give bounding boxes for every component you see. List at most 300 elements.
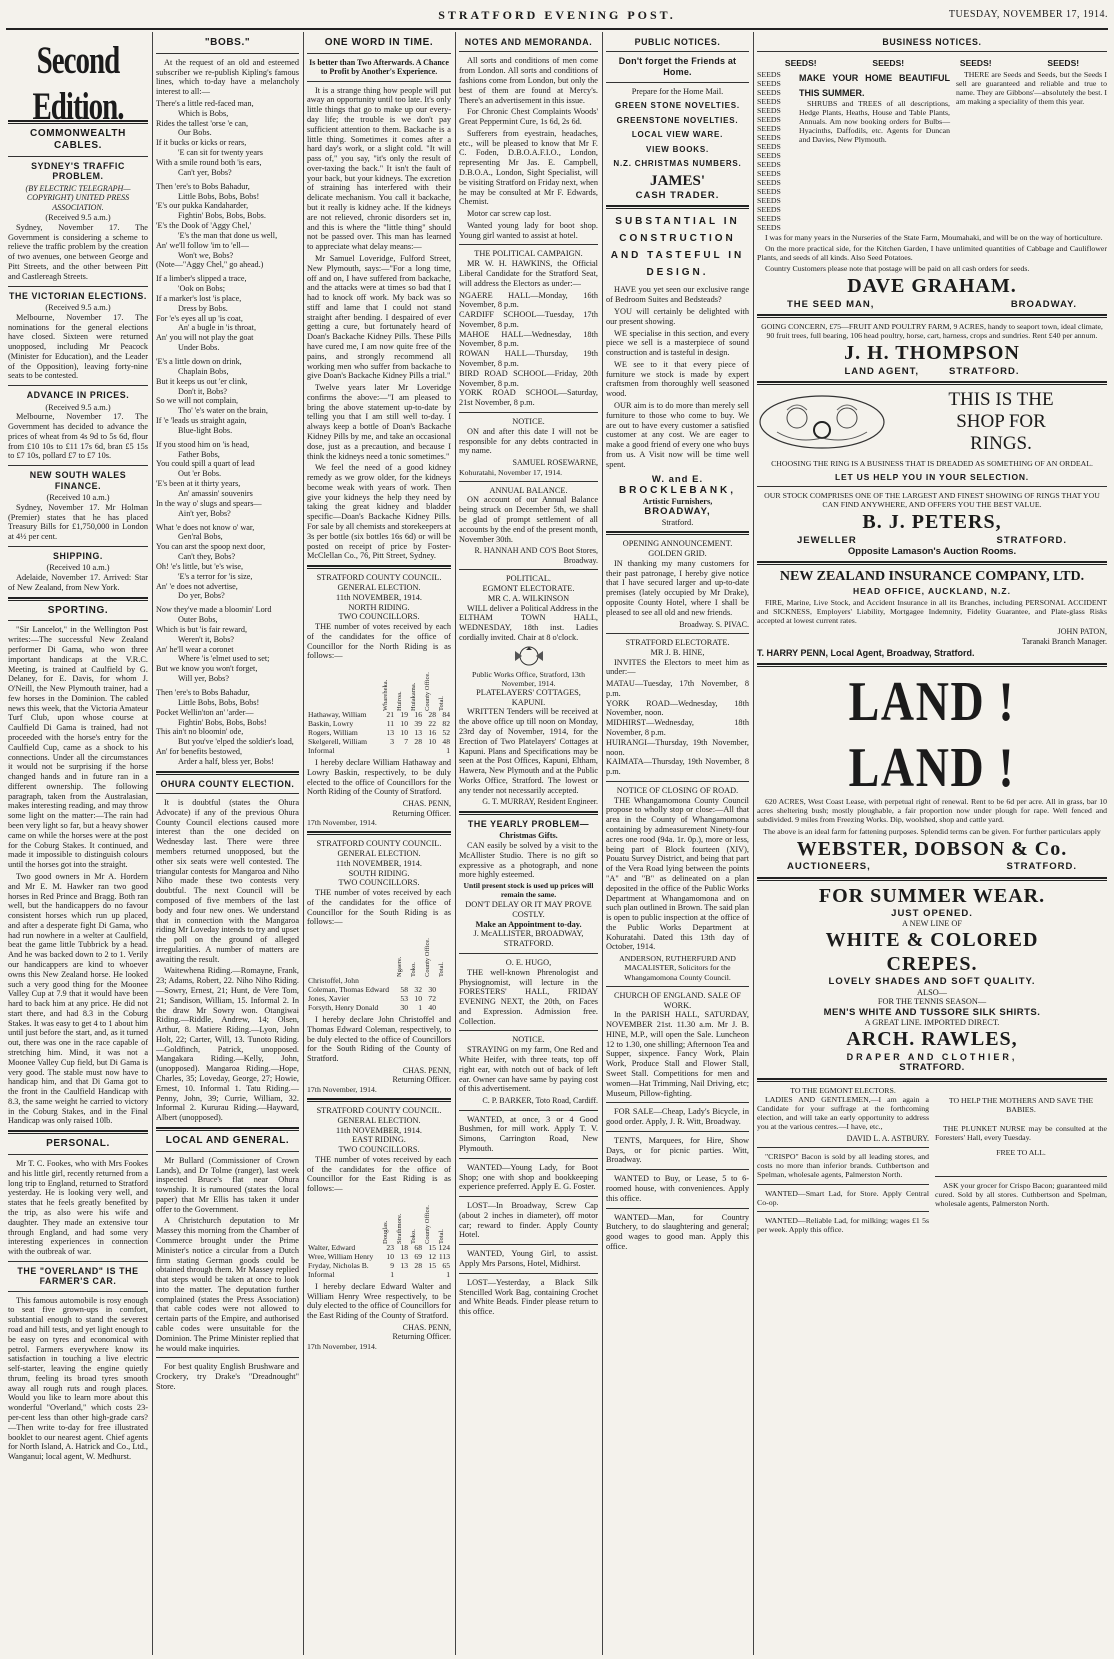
- ad-body: Make an Appointment to-day.: [475, 919, 582, 929]
- advertiser-address: HEAD OFFICE, AUCKLAND, N.Z.: [853, 585, 1011, 596]
- vote-count: 69: [414, 1251, 422, 1261]
- divider: [606, 82, 749, 83]
- election-declaration: I hereby declare Edward Walter and William Henry Wree respectively, to be duly elected to the office of Councillors for the East Riding of the County of Stratford.: [307, 1281, 451, 1321]
- article-heading: OHURA COUNTY ELECTION.: [160, 778, 295, 789]
- divider: [8, 1154, 148, 1155]
- article-body: For best quality English Brushware and Crockery, try Drake's "Dreadnought" Store.: [156, 1362, 299, 1391]
- vote-count: [437, 977, 451, 986]
- ad-subheading: LET US HELP YOU IN YOUR SELECTION.: [835, 471, 1029, 482]
- vote-count: 18: [400, 1243, 408, 1252]
- election-title: GENERAL ELECTION.: [337, 582, 421, 592]
- poem-line: This ain't no bloomin' ode,: [156, 727, 244, 737]
- classified-ad: WANTED to Buy, or Lease, 5 to 6-roomed house, with conveniences. Apply this office.: [606, 1174, 749, 1203]
- returning-officer: CHAS. PENN,: [402, 1322, 451, 1332]
- vote-count: 65: [442, 1260, 450, 1270]
- divider: [307, 565, 451, 569]
- meeting-item: YORK ROAD SCHOOL—Saturday, 21st November, 8 p.m.: [459, 388, 598, 408]
- seed-word: SEEDS: [757, 97, 781, 107]
- crest-icon: [459, 645, 598, 670]
- divider: [606, 1169, 749, 1170]
- column-label: Toko.: [410, 1229, 417, 1244]
- poem-line: 'E's our pukka Kandaharder,: [156, 201, 249, 211]
- vote-count: 124: [438, 1243, 450, 1252]
- poem-line: Then 'ere's to Bobs Bahadur,: [156, 688, 250, 698]
- election-declaration: I hereby declare John Christoffel and Thomas Edward Coleman, respectively, to be duly elected to the office of Councillors for the South Riding of the County of Stratford.: [307, 1015, 451, 1064]
- poem-line: 'E's a little down on drink,: [156, 357, 242, 367]
- vote-count: [409, 747, 423, 756]
- ad-headline: RINGS.: [970, 432, 1032, 454]
- vote-count: 40: [428, 1003, 436, 1013]
- ad-heading: THE POLITICAL CAMPAIGN.: [474, 249, 583, 259]
- poem-line: Will yer, Bobs?: [178, 674, 229, 684]
- advertiser-address: BROADWAY.: [1010, 298, 1077, 310]
- ad-body: The above is an ideal farm for fattening purposes. Splendid terms can be given. For further particulars apply: [763, 826, 1101, 836]
- vote-count: [409, 1271, 423, 1280]
- seed-word: SEEDS: [757, 124, 781, 134]
- article-heading: NEW SOUTH WALES FINANCE.: [29, 470, 127, 491]
- section-heading: PERSONAL.: [46, 1138, 110, 1150]
- ad-signature: R. HANNAH AND CO'S Boot Stores, Broadway.: [474, 546, 598, 565]
- divider: [757, 1184, 929, 1185]
- advertiser-tagline: Artistic Furnishers,: [642, 496, 713, 506]
- seed-word: SEEDS: [757, 168, 781, 178]
- poem-line: Where 'is 'elmet used to set;: [178, 654, 270, 664]
- returning-officer-role: Returning Officer.: [392, 1332, 451, 1342]
- results-header-cell: [395, 929, 409, 977]
- divider: [757, 877, 1107, 881]
- divider: [459, 953, 598, 954]
- election-results: [307, 565, 451, 1351]
- poem-line: Outer Bobs,: [178, 615, 218, 625]
- ad-body: THERE are Seeds and Seeds, but the Seeds I sell are guaranteed and reliable and true to name. They are Gibbons'—absolutely the best. I am making a speciality of them this year.: [956, 70, 1107, 107]
- rings-ad: [757, 389, 1107, 455]
- received-time: (Received 9.5 a.m.): [45, 302, 111, 312]
- poem-line: Then 'ere's to Bobs Bahadur,: [156, 181, 250, 191]
- results-row: [307, 1004, 451, 1013]
- meeting-item: MAHOE HALL—Wednesday, 18th November, 8 p.m.: [459, 329, 598, 349]
- divider: [606, 531, 749, 535]
- poem-line: 'E can sit for twenty years: [178, 148, 263, 158]
- seed-word: SEEDS: [757, 186, 781, 196]
- divider: [606, 205, 749, 209]
- divider: [757, 51, 1107, 52]
- vote-count: 30: [428, 985, 436, 995]
- results-table: [307, 663, 451, 756]
- ad-item: VIEW BOOKS.: [645, 144, 710, 154]
- ad-headline: FOR SUMMER WEAR.: [818, 884, 1046, 907]
- election-notice: THE number of votes received by each of the candidates for the office of Councillor for the East Riding is as follows:—: [307, 1154, 451, 1194]
- candidate-name: Informal: [308, 746, 335, 756]
- divider: [459, 51, 598, 52]
- newspaper-title: STRATFORD EVENING POST.: [438, 8, 676, 22]
- election-riding: NORTH RIDING.: [348, 602, 410, 612]
- poem-verse: [156, 99, 299, 767]
- seed-word: SEEDS: [757, 133, 781, 143]
- meeting-item: MATAU—Tuesday, 17th November, 8 p.m.: [606, 679, 749, 698]
- results-header-cell: [381, 663, 395, 711]
- ad-body: INVITES the Electors to meet him as under:—: [606, 657, 749, 677]
- divider: [307, 831, 451, 835]
- meeting-item: KAIMATA—Thursday, 19th November, 8 p.m.: [606, 757, 749, 777]
- ad-headline: Don't forget the Friends at Home.: [618, 56, 737, 77]
- ad-body: Public Works Office, Stratford, 13th November, 1914.: [472, 669, 585, 688]
- ad-heading: NOTICE.: [512, 416, 545, 426]
- ad-heading: NOTICE.: [512, 1035, 545, 1045]
- poem-line: Father Bobs,: [178, 449, 220, 459]
- results-header-cell: [437, 929, 451, 977]
- divider: [307, 81, 451, 82]
- poem-line: With a smile round both 'is ears,: [156, 157, 262, 167]
- divider: [606, 633, 749, 634]
- classified-ad: FOR SALE—Cheap, Lady's Bicycle, in good order. Apply, J. R. Witt, Broadway.: [606, 1107, 749, 1127]
- ad-subheading: EGMONT ELECTORATE.: [482, 584, 575, 594]
- vote-count: 1: [390, 1269, 394, 1279]
- poem-line: So we will not complain,: [156, 396, 239, 406]
- poem-line: Fightin' Bobs, Bobs, Bobs!: [178, 717, 267, 727]
- article-body: "Sir Lancelot," in the Wellington Post writes:—The successful New Zealand performer Di Gama, who won three important handicaps at the V.R.C. Meeting, is trained at Caulfield by G. Delaney, for E. Davis, for whom J. O'Neill, the New Plymouth trainer, had a few horses in the Dominion. The cabled news this week, that the Victoria Amateur Turf Club, upon whose course at Caulfield Di Gama is trained, had not proceeded with the horse's entry for the Caulfield Cup, came as a shock to his connections. Under all the circumstances it would not be surprising if the horse changed hands and in future ran in a different ownership. The following paragraph, taken from the Australasian, makes interesting reading, and may throw some light on the matter:—The rain had been very light so far, but a heavy shower came on while the horses were at the post for the Coburg Stakes. It continued, and made it impossible to distinguish colours until the horses got into the straight.: [8, 625, 148, 870]
- election-title: GENERAL ELECTION.: [337, 1115, 421, 1125]
- vote-count: 82: [442, 719, 450, 729]
- seed-word: SEEDS: [757, 70, 781, 80]
- poem-line: An' 'e does not advertise,: [156, 581, 238, 591]
- ad-item: GREENSTONE NOVELTIES.: [616, 115, 739, 125]
- advertiser-town: STRATFORD.: [1006, 861, 1077, 873]
- section-heading: SPORTING.: [47, 604, 109, 616]
- ad-headline: WHITE & COLORED: [825, 929, 1039, 952]
- results-header: [307, 1196, 451, 1244]
- ad-body: DON'T DELAY OR IT MAY PROVE COSTLY.: [465, 900, 592, 919]
- column-4: [459, 34, 598, 1655]
- election-sign-date: 17th November, 1914.: [307, 817, 377, 827]
- vote-count: 72: [428, 994, 436, 1004]
- note-body: Motor car screw cap lost.: [467, 209, 552, 219]
- ad-body: GOING CONCERN, £75—FRUIT AND POULTRY FARM, 9 ACRES, handy to seaport town, ideal climate, 90 fruit trees, full bearing, 106 head poultry, horse, cart, harness, crops and sundries. Rent £40 per annum.: [761, 322, 1103, 341]
- divider: [459, 412, 598, 413]
- advertiser-town: STRATFORD.: [996, 534, 1067, 546]
- election-date: 11th NOVEMBER, 1914.: [336, 1125, 422, 1135]
- article-body: Two good owners in Mr A. Hordern and Mr E. M. Hawker ran two good horses in Red Prince and Bragg. Both ran well, but the handicappers do no favour consistent horses which run up placed, and after a desperate fight Di Gama, who had run nowhere in a welter at Caulfield, beat the game little Tubbrick by a head. And he was backed down to 2 to 1. Verily our handicappers are kind to whoever owns this New Zealand horse. He looked such a very good thing for the Moonee Valley Cup at 7.9 that it would have been hard to back him at any price. He did not start there, and had 8.3 in the Coburg Stakes. It was easy to get 4 to 1 about him until just before the start, and, as it turned out, there was one in the race capable of stretching him. Mind, it was not a Moonee Valley Cup field, but Di Gama is very good. The stable must now have to handicap him, and that Di Gama got to the front in the Caulfield Handicap with 8.3, the same weight he carried to victory in the Coburg Stakes, and in the Final Handicap was only raised 10lb.: [8, 871, 148, 1126]
- column-1: [8, 34, 148, 1655]
- poem-line: Little Bobs, Bobs, Bobs!: [178, 697, 260, 707]
- vote-count: 1: [446, 1269, 450, 1279]
- candidate-name: Jones, Xavier: [308, 994, 350, 1004]
- ad-body: YOU will certainly be delighted with our present showing.: [606, 307, 749, 326]
- divider: [459, 569, 598, 570]
- column-rule: [455, 32, 456, 1655]
- candidate-name: Hathaway, William: [308, 710, 367, 720]
- ad-signature: T. HARRY PENN, Local Agent, Broadway, Stratford.: [757, 648, 975, 659]
- advertiser-name: WEBSTER, DOBSON & Co.: [796, 837, 1068, 860]
- vote-count: 3: [390, 737, 394, 747]
- advertiser-town: STRATFORD.: [899, 1062, 965, 1074]
- article-body: We feel the need of a good kidney remedy as we grow older, for the kidneys become weak with years of work. Then give your kidneys the help they need by taking the great kidney and bladder specific—Doan's Backache Kidney Pills. For sale by all chemists and storekeepers at 3s per bottle (six bottles 16s 6d) or will be posted on receipt of price by Foster-McClellan Co., 76, Pitt Street, Sydney.: [307, 463, 451, 561]
- ad-item: LOCAL VIEW WARE.: [631, 130, 724, 140]
- results-header-cell: [307, 929, 395, 977]
- vote-count: [395, 747, 409, 756]
- vote-count: 10: [428, 737, 436, 747]
- article-body: This famous automobile is rosy enough to seat five grown-ups in comfort, substantial enough to stand the severest road and hill tests, and yet light enough to be easy on tyres and economical with petrol. Farmers everywhere know its satisfaction in touching a live electric self-starter, leaving the engine quietly thrum, feeling its broad tyres smooth away all rough ruts and rough places. Would you like to learn more about this wonderful "Overland," which costs 23-per-cent less than other high-grade cars?—Then write to-day for free illustrated booklet to our nearest agent. Chief agents for North Island, A. Hatrick and Co., Ltd., Wanganui; local agent, W. Medhurst.: [8, 1295, 148, 1462]
- section-heading: LOCAL AND GENERAL.: [165, 1134, 290, 1146]
- ad-body: Country Customers please note that postage will be paid on all cash orders for seeds.: [765, 264, 1030, 274]
- poem-stanza: [156, 99, 299, 178]
- advertiser-name: DAVE GRAHAM.: [847, 275, 1017, 298]
- ad-heading: OPENING ANNOUNCEMENT.: [622, 539, 733, 549]
- classified-ad: "CRISPO" Bacon is sold by all leading stores, and costs no more than inferior brands. Cuthbertson and Spelman, wholesale agents, Palmerston North.: [757, 1151, 929, 1180]
- divider: [606, 986, 749, 987]
- poem-stanza: [156, 274, 299, 353]
- results-table: [307, 929, 451, 1013]
- advertiser-address: BROADWAY,: [644, 506, 711, 518]
- ad-body: WILL deliver a Political Address in the ELTHAM TOWN HALL, WEDNESDAY, 18th inst. Ladies cordially invited. Chair at 8 o'clock.: [459, 603, 598, 642]
- advertiser-tagline: DRAPER AND CLOTHIER,: [846, 1051, 1018, 1062]
- section-heading: COMMONWEALTH CABLES.: [30, 128, 126, 152]
- ad-body: In the PARISH HALL, SATURDAY, NOVEMBER 21st. 11.30 a.m. Mr J. B. HINE, M.P., will open the Sale. Luncheon 12 to 1.30, one shilling; Afternoon Tea and Supper, sixpence. Fancy Work, Plain Work, Produce Stall and Flower Stall, Sweet Stall. Competitions for men and women—Hat Trimming, Nail Driving, etc; Museum, Pillow-fighting.: [606, 1010, 749, 1098]
- vote-count: 16: [428, 728, 436, 738]
- vote-count: 15: [428, 1260, 436, 1270]
- classified-ad: LOST—Yesterday, a Black Silk Stencilled Work Bag, containing Crochet and White Beads. Finder please return to this office.: [459, 1277, 598, 1317]
- meeting-item: YORK ROAD—Wednesday, 18th November, noon.: [606, 698, 749, 718]
- poem-intro: At the request of an old and esteemed subscriber we re-publish Kipling's famous lines, which to-day have a melancholy interest to all:—: [156, 57, 299, 97]
- divider: [935, 1176, 1107, 1177]
- ad-body: MEN'S WHITE AND TUSSORE SILK SHIRTS.: [823, 1007, 1041, 1019]
- article-body: It is a strange thing how people will put away an opportunity until too late. It's only little things that go to make up our every-day life; the trouble is we don't pay sufficient attention to them. Backache is a little thing. Sometimes it comes after a hard day's work, or a slight cold. "It will pass of," you say, "it's only the result of over-taxing the back." It isn't the fault of your back, but your kidneys. The excretion of straining has interfered with their delicate mechanism. You call it backache, but it really is kidney ache. If the kidneys are not relieved, chronic disorders set in, and this is where the "little thing" should not be passed over. This man has learned to appreciate what delay means:—: [307, 85, 451, 252]
- vote-count: [437, 1004, 451, 1013]
- classified-ad: WANTED—Reliable Lad, for milking; wages £1 5s per week. Apply this office.: [757, 1215, 929, 1235]
- column-label: Total.: [438, 696, 445, 712]
- vote-count: 53: [400, 994, 408, 1004]
- poem-line: Our Bobs.: [178, 128, 212, 138]
- poem-line: Don't it, Bobs?: [178, 386, 228, 396]
- poem-line: Can't they, Bobs?: [178, 552, 236, 562]
- vote-count: [437, 986, 451, 995]
- divider: [8, 1291, 148, 1292]
- vote-count: 19: [400, 710, 408, 720]
- poem-line: Pocket Wellin'ton an' 'arder—: [156, 707, 254, 717]
- ad-subheading: Christmas Gifts.: [499, 831, 558, 841]
- ad-heading: TO HELP THE MOTHERS AND SAVE THE BABIES.: [948, 1095, 1094, 1114]
- article-body: A Christchurch deputation to Mr Massey this morning from the Chamber of Commerce brought under the Prime Minister's notice a circular from a Dutch firm stating German goods could be obtained through them. Mr Massey replied that steps would be taken at once to look into the matter. The deputation further complained (states the Press Association) that cable codes were not allowed to certain parts of the Empire, and authorised cable codes were unsuitable for the Dominion. The Prime Minister replied that he would make inquiries.: [156, 1216, 299, 1353]
- seeds-banner-word: SEEDS!: [959, 58, 992, 69]
- ad-heading: POLITICAL.: [506, 574, 551, 584]
- candidate-name: Walter, Edward: [308, 1243, 356, 1252]
- advertiser-tagline: AUCTIONEERS,: [787, 861, 871, 873]
- seed-word: SEEDS: [757, 150, 781, 160]
- poem-line: If a marker's lost 'is place,: [156, 293, 242, 303]
- results-header: [307, 929, 451, 977]
- note-body: Wanted young lady for boot shop. Young girl wanted to assist at hotel.: [459, 220, 598, 240]
- divider: [156, 53, 299, 54]
- article-body: It is doubtful (states the Ohura Advocate) if any of the previous Ohura County Council elections caused more interest than the one decided on Wednesday last. There were three members returned unopposed, but the other six seats were well contested. The triangular contests for Mangaroa and Niho Niho made these two contests very doubtful. The next Council will be composed of five members of the last body and four new ones. We understand that in connection with the Mangaroa riding Mr Loveday intends to try and upset the poll on the ground of alleged irregularities. A number of matters are awaiting the result.: [156, 798, 299, 964]
- note-body: For Chronic Chest Complaints Woods' Great Peppermint Cure, 1s 6d, 2s 6d.: [459, 107, 598, 127]
- ad-item: GREEN STONE NOVELTIES.: [615, 101, 740, 111]
- seed-word: SEEDS: [757, 213, 781, 223]
- returning-officer-role: Returning Officer.: [392, 1075, 451, 1085]
- divider: [459, 1196, 598, 1197]
- article-subheading: Is better than Two Afterwards. A Chance to Profit by Another's Experience.: [309, 57, 449, 77]
- returning-officer: CHAS. PENN,: [402, 799, 451, 809]
- divider: [757, 561, 1107, 565]
- divider: [8, 1261, 148, 1262]
- candidate-name: Rogers, William: [308, 728, 358, 738]
- poem-line: Can't yer, Bobs?: [178, 167, 232, 177]
- election-council: STRATFORD COUNTY COUNCIL.: [316, 573, 442, 583]
- vote-count: 113: [438, 1251, 450, 1261]
- advertiser-name: JAMES': [649, 172, 705, 189]
- ad-signature: C. P. BARKER, Toto Road, Cardiff.: [482, 1096, 598, 1106]
- vote-count: 21: [386, 710, 394, 720]
- vote-count: 1: [446, 746, 450, 756]
- article-body: Waitewhena Riding.—Romayne, Frank, 23; Adams, Robert, 22. Niho Niho Riding.—Sowry, Ernest, 21; Hunt, de Vere Tom, 21; Sandison, William, 15. Informal 2. In the draw Mr Sowry won. Otangiwai Riding.—Riddle, Andrew, 14; Olsen, Arthur, 8. Matiere Riding.—Lyon, John Holt, 22; Carter, Will, 13. Tunoto Riding.—Goldfinch, Patrick, unopposed. Mangakara Riding.—Kelly, John, (unopposed). Mangaroa Riding.—Hope, Charles, 35; Loveday, George, 27; Howie, Ernest, 10. Informal 1. Tatu Riding.—Penny, John, 39; Currie, William, 32. Informal 2. Kururau Riding.—Hayward, Albert (unopposed).: [156, 966, 299, 1123]
- ad-body: I was for many years in the Nurseries of the State Farm, Moumahaki, and will be on the way of horticulture.: [765, 232, 1103, 242]
- column-rule: [602, 32, 603, 1655]
- candidate-name: Christoffel, John: [308, 976, 359, 986]
- ad-signature: J. McALLISTER, BROADWAY, STRATFORD.: [473, 929, 584, 949]
- classified-ad: WANTED, Young Girl, to assist. Apply Mrs Parsons, Hotel, Midhirst.: [459, 1249, 598, 1268]
- ad-body: A NEW LINE OF: [902, 919, 962, 929]
- masthead: [6, 6, 1108, 30]
- ad-signature: DAVID L. A. ASTBURY.: [846, 1133, 929, 1143]
- vote-count: 13: [400, 1251, 408, 1261]
- vote-count: 28: [428, 710, 436, 720]
- results-header-cell: [437, 663, 451, 711]
- column-label: Ngaere.: [396, 956, 403, 978]
- article-heading: ONE WORD IN TIME.: [324, 37, 434, 48]
- vote-count: 32: [414, 985, 422, 995]
- issue-date: TUESDAY, NOVEMBER 17, 1914.: [948, 9, 1108, 20]
- poem-line: You could spill a quart of lead: [156, 459, 255, 469]
- article-heading: SYDNEY'S TRAFFIC PROBLEM.: [31, 161, 125, 182]
- poem-line: If you stood him on 'is head,: [156, 439, 250, 449]
- election-seats: TWO COUNCILLORS.: [338, 612, 420, 622]
- vote-count: 13: [414, 728, 422, 738]
- divider: [8, 465, 148, 466]
- ad-body: On the more practical side, for the Kitchen Garden, I have unlimited quantities of Cabbage and Cauliflower Plants, and seeds of all kinds. Also Seed Potatoes.: [757, 243, 1107, 262]
- ad-body: CHOOSING THE RING IS A BUSINESS THAT IS DREADED AS SOMETHING OF AN ORDEAL.: [771, 458, 1093, 468]
- election-seats: TWO COUNCILLORS.: [338, 1145, 420, 1155]
- divider: [459, 244, 598, 245]
- results-header-cell: [409, 663, 423, 711]
- ad-body: WE specialise in this section, and every piece we sell is a masterpiece of sound construction and is tasteful in design.: [606, 328, 749, 358]
- results-header-cell: [395, 1196, 409, 1244]
- vote-count: 58: [400, 985, 408, 995]
- ad-signature: G. T. MURRAY, Resident Engineer.: [482, 797, 598, 807]
- advertiser-tagline: LAND AGENT,: [844, 366, 919, 378]
- article-heading: THE "OVERLAND" IS THE FARMER'S CAR.: [17, 1265, 139, 1287]
- column-label: County Office.: [424, 1205, 431, 1244]
- ad-body: WE see to it that every piece of furniture we stock is made by expert craftsmen from thoroughly well seasoned wood.: [606, 359, 749, 399]
- ad-subheading: GOLDEN GRID.: [648, 549, 707, 559]
- section-heading: PUBLIC NOTICES.: [634, 37, 721, 47]
- ad-body: THE PLUNKET NURSE may be consulted at the Foresters' Hall, every Tuesday.: [935, 1123, 1107, 1143]
- poem-line: Now they've made a bloomin' Lord: [156, 605, 272, 615]
- ad-body: FOR THE TENNIS SEASON—: [877, 997, 987, 1007]
- ad-heading: CHURCH OF ENGLAND. SALE OF WORK.: [614, 990, 741, 1010]
- advertiser-town: STRATFORD.: [949, 366, 1020, 378]
- meeting-item: BIRD ROAD SCHOOL—Friday, 20th November, 8 p.m.: [459, 368, 598, 388]
- poem-line: Which is Bobs,: [178, 108, 229, 118]
- ad-body: ON and after this date I will not be responsible for any debts contracted in my name.: [459, 426, 598, 456]
- election-council: STRATFORD COUNTY COUNCIL.: [316, 1105, 442, 1115]
- article-body: Sydney, November 17. The Government is considering a scheme to relieve the traffic problem by the creation of two avenues, one between George and Pitt Streets, and the other between Pitt and Castlereagh Streets.: [8, 222, 148, 281]
- seeds-banner-word: SEEDS!: [872, 58, 905, 69]
- results-header-cell: [423, 663, 437, 711]
- returning-officer-role: Returning Officer.: [392, 808, 451, 818]
- divider: [8, 156, 148, 157]
- ad-signature: Taranaki Branch Manager.: [1022, 636, 1107, 646]
- received-time: (Received 10 a.m.): [46, 563, 110, 573]
- note-body: All sorts and conditions of men come from London. All sorts and conditions of fashions come from London, but only the best of them are found at Mercy's. There's an advertisement in this issue.: [459, 56, 598, 105]
- candidate-name: Informal: [308, 1269, 335, 1279]
- ad-body: ON account of our Annual Balance being struck on December 5th, we shall be glad of prompt settlement of all accounts by the end of the present month, November 30th.: [459, 495, 598, 544]
- vote-count: [423, 747, 437, 756]
- ad-heading: ANNUAL BALANCE.: [489, 485, 568, 495]
- vote-count: [381, 747, 395, 756]
- divider: [8, 385, 148, 386]
- classified-ad: WANTED—Smart Lad, for Store. Apply Central Co-op.: [757, 1188, 929, 1207]
- poem-line: For 'e's eyes all up 'is coat,: [156, 313, 243, 323]
- poem-stanza: [156, 182, 299, 271]
- candidate-name: Baskin, Lowry: [308, 719, 354, 729]
- advertiser-tagline: CASH TRADER.: [635, 190, 720, 202]
- poem-line: If it bucks or kicks or rears,: [156, 138, 247, 148]
- ad-date: Kohuratahi, November 17, 1914.: [459, 467, 563, 477]
- article-heading: SHIPPING.: [53, 550, 103, 561]
- classified-ad: ASK your grocer for Crispo Bacon; guaranteed mild cured. Sold by all stores. Cuthbertson and Spelman, wholesale agents, Palmerston North.: [935, 1180, 1107, 1208]
- results-row: [307, 1271, 451, 1280]
- vote-count: 10: [400, 719, 408, 729]
- vote-count: 48: [442, 737, 450, 747]
- ad-body: LOVELY SHADES AND SOFT QUALITY.: [828, 976, 1036, 988]
- vote-count: 22: [428, 719, 436, 729]
- received-time: (Received 9.5 a.m.): [45, 213, 111, 223]
- poem-line: Ain't yer, Bobs?: [178, 508, 231, 518]
- results-header-cell: [423, 929, 437, 977]
- cherub-ring-icon: [757, 392, 887, 452]
- divider: [606, 1208, 749, 1209]
- ad-body: Prepare for the Home Mail.: [631, 86, 724, 96]
- meeting-item: MIDHIRST—Wednesday, 18th November, 8 p.m.: [606, 718, 749, 737]
- article-heading: THE VICTORIAN ELECTIONS.: [9, 290, 147, 301]
- article-body: Mr Bullard (Commissioner of Crown Lands), and Dr Tolme (ranger), last week inspected Bruce's flat near Ohura township. It is rumoured (states the local paper) that Mr Ellis has taken it under offer to the Government.: [156, 1155, 299, 1214]
- ad-body: LADIES AND GENTLEMEN,—I am again a Candidate for your suffrage at the forthcoming election, and will take an early opportunity to address you at the various centres.—I have, etc.,: [757, 1094, 929, 1132]
- advertiser-tagline: THE SEED MAN,: [787, 298, 875, 310]
- column-label: Douglas.: [382, 1220, 389, 1244]
- ad-subheading: JUST OPENED.: [891, 908, 973, 920]
- poem-line: But we know you won't forget,: [156, 664, 258, 674]
- poem-line: Out 'er Bobs.: [178, 469, 222, 479]
- ad-body: OUR STOCK COMPRISES ONE OF THE LARGEST AND FINEST SHOWING OF RINGS THAT YOU CAN FIND ANYWHERE, AND OFFERS YOU THE BEST VALUE.: [764, 491, 1100, 510]
- poem-stanza: [156, 688, 299, 767]
- advertiser-name: J. H. THOMPSON: [844, 342, 1020, 365]
- advertiser-name: B. J. PETERS,: [862, 511, 1002, 534]
- poem-line: An' a bugle in 'is throat,: [178, 323, 256, 333]
- poem-line: 'Ook on Bobs;: [178, 284, 225, 294]
- poem-line: Do yer, Bobs?: [178, 591, 225, 601]
- ad-headline: SUBSTANTIAL IN CONSTRUCTION AND TASTEFUL IN DESIGN.: [610, 216, 745, 279]
- election-declaration: I hereby declare William Hathaway and Lowry Baskin, respectively, to be duly elected to the office of Councillors for the North Riding of the County of Stratford.: [307, 757, 451, 797]
- vote-count: 10: [400, 728, 408, 738]
- ad-signature: Broadway. S. PIVAC.: [679, 619, 749, 629]
- vote-count: 30: [400, 1003, 408, 1013]
- article-body: Melbourne, November 17. The Government has decided to advance the prices of wheat from 4s 9d to 5s 6d, flour from £10 10s to £11 17s 6d, bran £5 15s to £7 10s, pollard £7 to £7 10s.: [8, 412, 148, 461]
- poem-line: Gen'ral Bobs,: [178, 532, 223, 542]
- vote-count: 7: [404, 737, 408, 747]
- vote-count: 12: [428, 1251, 436, 1261]
- election-notice: THE number of votes received by each of the candidates for the office of Councillor for the South Riding is as follows:—: [307, 888, 451, 927]
- article-body: Melbourne, November 17. The nominations for the general elections have closed. Sixteen were returned unopposed, including Mr Peacock (Minister for Education), and the Leader of the Opposition), leaving forty-nine seats to be contested.: [8, 312, 148, 381]
- vote-count: 84: [442, 710, 450, 720]
- article-body: Mr Samuel Loveridge, Fulford Street, New Plymouth, says:—"For a long time, off and on, I have suffered from backache, and the attacks were at times so bad that I had to knock off work. My back was so stiff and lame that I could not stand straight after bending. I despaired of ever getting a cure, but fortunately heard of Doan's Backache Kidney Pills. These Pills have cured me, I am now quite free of the pains, and strongly recommend all working men who suffer from backache to give Doan's Backache Kidney Pills a trial.": [307, 253, 451, 381]
